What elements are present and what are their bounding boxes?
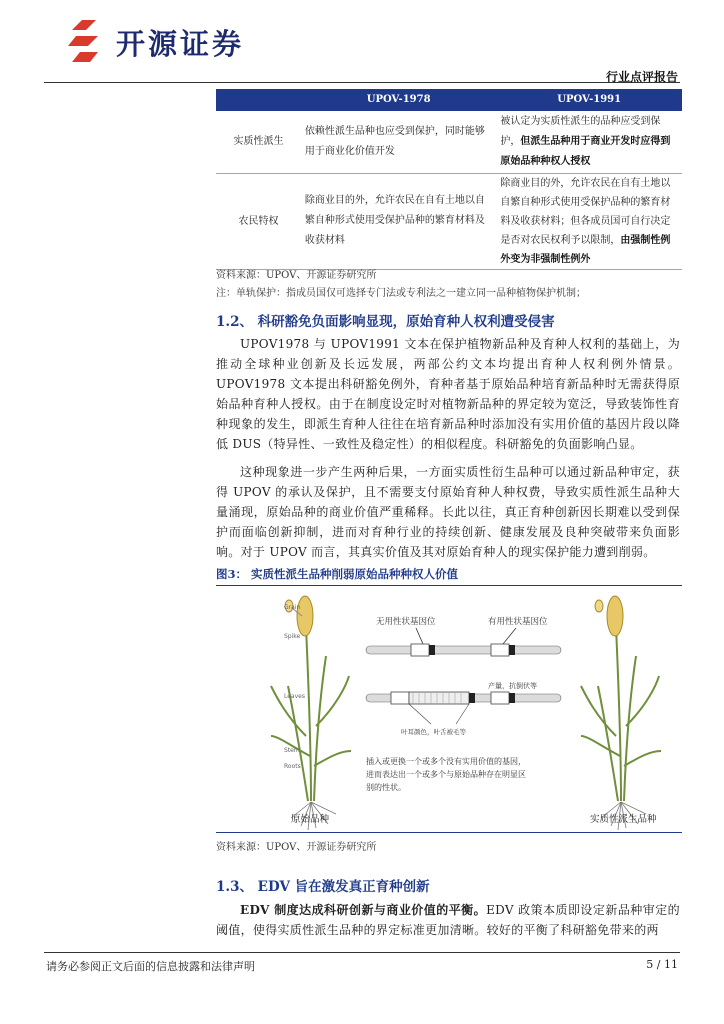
row-label: 农民特权	[216, 173, 301, 269]
figure-bottom-rule	[216, 832, 682, 833]
table-row	[216, 111, 682, 173]
paragraph-lead: EDV 制度达成科研创新与商业价值的平衡。	[240, 903, 487, 917]
table-note: 注：单轨保护：指成员国仅可选择专门法或专利法之一建立同一品种植物保护机制；	[216, 288, 586, 299]
paragraph: UPOV1978 与 UPOV1991 文本在保护植物新品种及育种人权利的基础上，为推动全球种业创新及长远发展，两部公约文本均提出育种人权利例外情景。UPOV1978 文本提出科研豁免例外，育种者基于原始品种培育新品种时无需获得原始品种育种人授权。由于在制度设定时对植物新品种的界定较为宽泛，导致装饰性育种现象的发生，即派生育种人往往在培育新品种时添加没有实用价值的基因片段以降低 DUS（特异性、一致性及稳定性）的相似程度。科研豁免的负面影响凸显。	[216, 337, 680, 451]
table-cell	[496, 173, 682, 269]
figure-title: 图3： 实质性派生品种削弱原始品种种权人价值	[216, 567, 459, 581]
plant-part-label: Roots	[284, 763, 301, 770]
table-row	[216, 173, 682, 269]
right-plant-label: 实质性派生品种	[590, 814, 657, 825]
caption-line: 别的性状。	[366, 783, 406, 792]
label-yield: 产量，抗倒伏等	[488, 682, 537, 690]
section-title: 1.2、 科研豁免负面影响显现，原始育种人权利遭受侵害	[216, 314, 555, 330]
label-leaf: 叶耳颜色，叶舌被毛等	[401, 728, 466, 736]
cell-emphasis: 但派生品种用于商业开发时应得到原始品种种权人授权	[500, 135, 671, 167]
logo-mark	[68, 20, 100, 64]
report-type: 行业点评报告	[605, 70, 678, 84]
table-header-cell	[216, 89, 301, 111]
left-plant-label: 原始品种	[291, 814, 330, 825]
row-label: 实质性派生	[216, 111, 301, 173]
paragraph-text: EDV 政策本质即设定新品种审定的阈值，使得实质性派生品种的界定标准更加清晰。较好的平衡了科研豁免带来的两	[216, 903, 680, 937]
paragraph	[216, 900, 680, 940]
table-cell: 除商业目的外，允许农民在自有土地以自繁自种形式使用受保护品种的繁育材料及收获材料	[301, 173, 496, 269]
label-useful-gene: 有用性状基因位	[488, 617, 548, 627]
table-cell	[496, 111, 682, 173]
figure-illustration	[216, 586, 682, 832]
table-cell: 依赖性派生品种也应受到保护，同时能够用于商业化价值开发	[301, 111, 496, 173]
plant-part-label: Leaves	[284, 693, 305, 700]
table-source: 资料来源：UPOV、开源证券研究所	[216, 270, 377, 281]
page-number: 5 / 11	[646, 958, 678, 971]
label-no-use-gene: 无用性状基因位	[376, 617, 436, 627]
footer-disclaimer: 请务必参阅正文后面的信息披露和法律声明	[46, 960, 255, 973]
right-plant	[581, 596, 661, 830]
table-header-cell: UPOV-1978	[301, 89, 496, 111]
caption-line: 插入或更换一个或多个没有实用价值的基因，	[366, 757, 526, 766]
left-plant	[271, 596, 351, 830]
comparison-table	[216, 89, 682, 270]
table-header-row	[216, 89, 682, 111]
logo-text: 开源证券	[116, 27, 245, 61]
caption-line: 进而表达出一个或多个与原始品种存在明显区	[366, 770, 526, 779]
figure-source: 资料来源：UPOV、开源证券研究所	[216, 842, 377, 853]
plant-part-label: Stem	[284, 747, 300, 754]
chromosome-diagram	[366, 616, 561, 792]
cell-text: 除商业目的外，允许农民在自有土地以自繁自种形式使用受保护品种的繁育材料及收获材料；但各成员国可自行决定是否对农民权利予以限制，	[500, 177, 671, 246]
section-title: 1.3、 EDV 旨在激发真正育种创新	[216, 879, 430, 895]
header-divider	[44, 82, 680, 83]
paragraph: 这种现象进一步产生两种后果，一方面实质性衍生品种可以通过新品种审定，获得 UPOV 的承认及保护，且不需要支付原始育种人种权费，导致实质性派生品种大量涌现，原始品种的商业价值严重稀释。长此以往，真正育种创新因长期难以受到保护而面临创新抑制，进而对育种行业的持续创新、健康发展及良种突破带来负面影响。对于 UPOV 而言，其真实价值及其对原始育种人的现实保护能力遭到削弱。	[216, 465, 680, 559]
table-header-cell: UPOV-1991	[496, 89, 682, 111]
cell-emphasis: 由强制性例外变为非强制性例外	[500, 234, 671, 265]
plant-part-label: Grain	[284, 604, 301, 611]
plant-part-label: Spike	[284, 633, 301, 640]
footer-divider	[44, 952, 680, 953]
cell-text: 被认定为实质性派生的品种应受到保护，	[500, 115, 661, 147]
